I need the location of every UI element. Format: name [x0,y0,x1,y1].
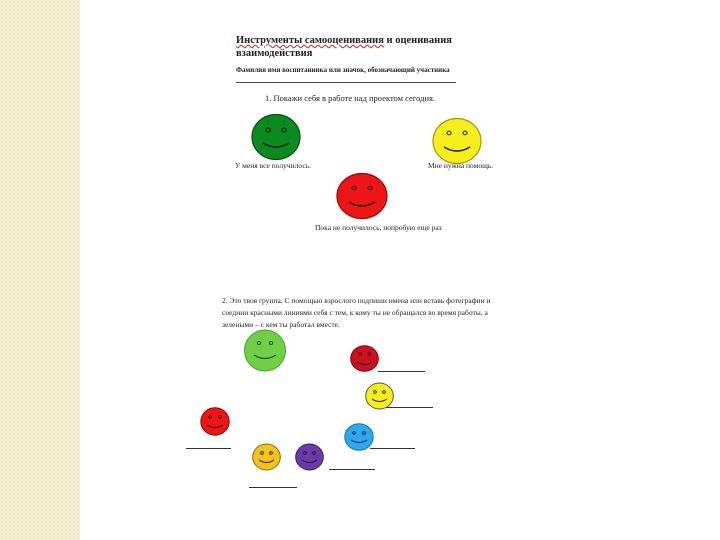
participant-name-line [236,82,456,83]
name-blank-line[interactable] [378,371,425,372]
small-yellow-smiley-icon [365,382,394,410]
caption-try-again: Пока не получилось, попробую еще раз [315,223,442,232]
decorative-margin [0,0,80,540]
purple-smiley-icon [295,443,324,471]
small-red-smiley-icon [200,407,230,436]
document-title: Инструменты самооценивания и оценивания взаимодействия [236,35,452,59]
caption-all-done: У меня все получилось. [235,161,311,170]
name-blank-line[interactable] [386,407,433,408]
participant-name-label: Фамилия имя воспитанника или значок, обозначающий участника [236,66,450,74]
name-blank-line[interactable] [249,487,297,488]
name-blank-line[interactable] [186,448,231,449]
name-blank-line[interactable] [329,469,375,470]
green-smiley-icon [251,113,301,161]
name-blank-line[interactable] [370,448,415,449]
dark-red-smiley-icon [350,345,379,372]
blue-smiley-icon [344,423,374,451]
light-green-smiley-icon [244,329,286,372]
red-smiley-icon [336,172,388,220]
question-1: 1. Покажи себя в работе над проектом сегодня. [265,93,435,103]
yellow-smiley-icon [432,117,482,165]
gold-smiley-icon [252,443,281,471]
caption-need-help: Мне нужна помощь. [428,161,494,170]
question-2: 2. Это твоя группа. С помощью взрослого подпиши имена или вставь фотографии и соедини красными линиями себя с тем, к кому ты не обращался во время работы, а зелеными – с кем ты работал вместе. [222,296,491,329]
